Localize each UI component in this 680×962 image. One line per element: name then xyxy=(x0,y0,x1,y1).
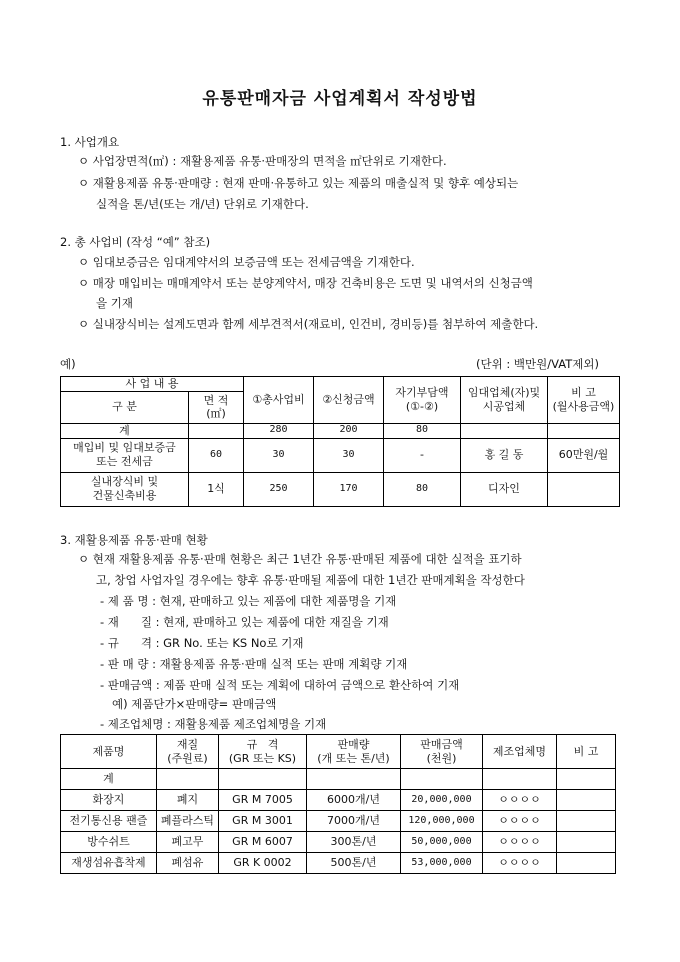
total-cost-table xyxy=(60,376,620,507)
cell-amount: 20,000,000 xyxy=(401,790,483,811)
cell-empty xyxy=(401,769,483,790)
cell-self: - xyxy=(384,438,461,472)
cell-note xyxy=(557,811,616,832)
cell-quantity: 300톤/년 xyxy=(307,832,401,853)
cell-empty xyxy=(157,769,219,790)
cell-name: 전기통신용 팬즐 xyxy=(61,811,157,832)
table-row xyxy=(61,811,616,832)
detail-material: - 재 질 : 현재, 판매하고 있는 제품에 대한 재질을 기재 xyxy=(100,615,389,629)
cell-material: 폐고무 xyxy=(157,832,219,853)
bullet-text: 현재 재활용제품 유통·판매 현황은 최근 1년간 유통·판매된 제품에 대한 실적을 표기하 xyxy=(92,552,522,566)
detail-product-name: - 제 품 명 : 현재, 판매하고 있는 제품에 대한 제품명을 기재 xyxy=(100,594,397,608)
detail-manufacturer: - 제조업체명 : 재활용제품 제조업체명을 기재 xyxy=(100,717,327,731)
table-row-total xyxy=(61,769,616,790)
cell-quantity: 7000개/년 xyxy=(307,811,401,832)
cell-total: 280 xyxy=(244,423,314,438)
header-note: 비 고 xyxy=(557,735,616,769)
cell-name: 화장지 xyxy=(61,790,157,811)
cell-quantity: 6000개/년 xyxy=(307,790,401,811)
cell-self: 80 xyxy=(384,472,461,506)
header-material: 재질 (주원료) xyxy=(157,735,219,769)
cell-self: 80 xyxy=(384,423,461,438)
bullet-text: 재활용제품 유통·판매량 : 현재 판매·유통하고 있는 제품의 매출실적 및 향후 예상되는 xyxy=(92,176,519,190)
cell-note xyxy=(557,832,616,853)
cell-spec: GR M 7005 xyxy=(219,790,307,811)
cell-lessor: 홍 길 동 xyxy=(461,438,548,472)
products-table xyxy=(60,734,616,874)
section-1-heading: 1. 사업개요 xyxy=(60,135,120,149)
section-2-bullet-2 xyxy=(78,275,533,291)
detail-amount-example: 예) 제품단가×판매량= 판매금액 xyxy=(112,697,277,711)
unit-note: (단위 : 백만원/VAT제외) xyxy=(476,357,599,371)
cell-manufacturer: ㅇㅇㅇㅇ xyxy=(483,811,557,832)
cell-requested: 30 xyxy=(314,438,384,472)
section-3-heading: 3. 재활용제품 유통·판매 현황 xyxy=(60,533,208,547)
table-row xyxy=(61,438,620,472)
cell-requested: 170 xyxy=(314,472,384,506)
cell-area xyxy=(189,423,244,438)
cell-manufacturer: ㅇㅇㅇㅇ xyxy=(483,832,557,853)
bullet-text: 임대보증금은 임대계약서의 보증금액 또는 전세금액을 기재한다. xyxy=(92,255,415,269)
bullet-mark: ㅇ xyxy=(78,552,90,566)
table-row xyxy=(61,472,620,506)
cell-amount: 53,000,000 xyxy=(401,853,483,874)
section-3-bullet-1-cont: 고, 창업 사업자일 경우에는 향후 유통·판매될 제품에 대한 1년간 판매계획을 작성한다 xyxy=(96,573,525,587)
section-2-bullet-2-cont: 을 기재 xyxy=(96,296,133,310)
cell-note xyxy=(548,472,620,506)
cell-note xyxy=(557,790,616,811)
header-note: 비 고 (월사용금액) xyxy=(548,377,620,424)
bullet-mark: ㅇ xyxy=(78,317,90,331)
header-product-name: 제품명 xyxy=(61,735,157,769)
cell-material: 폐플라스틱 xyxy=(157,811,219,832)
cell-quantity: 500톤/년 xyxy=(307,853,401,874)
section-1-bullet-1 xyxy=(78,153,447,169)
section-1-bullet-2 xyxy=(78,175,518,191)
cell-amount: 50,000,000 xyxy=(401,832,483,853)
cell-manufacturer: ㅇㅇㅇㅇ xyxy=(483,853,557,874)
cell-spec: GR K 0002 xyxy=(219,853,307,874)
section-3-bullet-1 xyxy=(78,551,522,567)
cell-category: 실내장식비 및 건물신축비용 xyxy=(61,472,189,506)
cell-area: 60 xyxy=(189,438,244,472)
cell-requested: 200 xyxy=(314,423,384,438)
cell-spec: GR M 6007 xyxy=(219,832,307,853)
bullet-text: 매장 매입비는 매매계약서 또는 분양계약서, 매장 건축비용은 도면 및 내역서의 신청금액 xyxy=(92,276,533,290)
header-self-burden: 자기부담액 (①-②) xyxy=(384,377,461,424)
cell-empty xyxy=(219,769,307,790)
cell-name: 방수쉬트 xyxy=(61,832,157,853)
cell-name: 재생섬유흡착제 xyxy=(61,853,157,874)
cell-note xyxy=(557,853,616,874)
bullet-text: 사업장면적(㎡) : 재활용제품 유통·판매장의 면적을 ㎡단위로 기재한다. xyxy=(92,154,447,168)
cell-note xyxy=(548,423,620,438)
cell-spec: GR M 3001 xyxy=(219,811,307,832)
cell-category: 매입비 및 임대보증금 또는 전세금 xyxy=(61,438,189,472)
bullet-text: 실내장식비는 설계도면과 함께 세부견적서(재료비, 인건비, 경비등)를 첨부하여 제출한다. xyxy=(92,317,539,331)
cell-area: 1식 xyxy=(189,472,244,506)
header-category: 구 분 xyxy=(61,391,189,423)
section-1-bullet-2-cont: 실적을 톤/년(또는 개/년) 단위로 기재한다. xyxy=(96,197,309,211)
table-row xyxy=(61,853,616,874)
example-label: 예) xyxy=(60,357,76,371)
header-spec: 규 격 (GR 또는 KS) xyxy=(219,735,307,769)
header-business-content: 사 업 내 용 xyxy=(61,377,244,392)
header-amount: 판매금액 (천원) xyxy=(401,735,483,769)
cell-material: 폐섬유 xyxy=(157,853,219,874)
page-title: 유통판매자금 사업계획서 작성방법 xyxy=(202,89,478,109)
header-lessor: 임대업체(자)및 시공업체 xyxy=(461,377,548,424)
cell-amount: 120,000,000 xyxy=(401,811,483,832)
cell-manufacturer: ㅇㅇㅇㅇ xyxy=(483,790,557,811)
header-manufacturer: 제조업체명 xyxy=(483,735,557,769)
header-total-cost: ①총사업비 xyxy=(244,377,314,424)
cell-lessor xyxy=(461,423,548,438)
header-quantity: 판매량 (개 또는 톤/년) xyxy=(307,735,401,769)
cell-category: 계 xyxy=(61,423,189,438)
cell-lessor: 디자인 xyxy=(461,472,548,506)
cell-empty xyxy=(483,769,557,790)
detail-quantity: - 판 매 량 : 재활용제품 유통·판매 실적 또는 판매 계획량 기재 xyxy=(100,657,408,671)
cell-material: 폐지 xyxy=(157,790,219,811)
detail-spec: - 규 격 : GR No. 또는 KS No로 기재 xyxy=(100,636,304,650)
cell-empty xyxy=(307,769,401,790)
section-2-heading: 2. 총 사업비 (작성 “예” 참조) xyxy=(60,235,211,249)
bullet-mark: ㅇ xyxy=(78,276,90,290)
table-row xyxy=(61,832,616,853)
bullet-mark: ㅇ xyxy=(78,176,90,190)
table-row xyxy=(61,423,620,438)
header-area: 면 적 (㎡) xyxy=(189,391,244,423)
cell-note: 60만원/월 xyxy=(548,438,620,472)
cell-total-label: 계 xyxy=(61,769,157,790)
cell-total: 250 xyxy=(244,472,314,506)
cell-total: 30 xyxy=(244,438,314,472)
bullet-mark: ㅇ xyxy=(78,255,90,269)
detail-amount: - 판매금액 : 제품 판매 실적 또는 계획에 대하여 금액으로 환산하여 기재 xyxy=(100,678,460,692)
cell-empty xyxy=(557,769,616,790)
section-2-bullet-3 xyxy=(78,316,538,332)
table-row xyxy=(61,790,616,811)
header-requested-amount: ②신청금액 xyxy=(314,377,384,424)
bullet-mark: ㅇ xyxy=(78,154,90,168)
section-2-bullet-1 xyxy=(78,254,415,270)
